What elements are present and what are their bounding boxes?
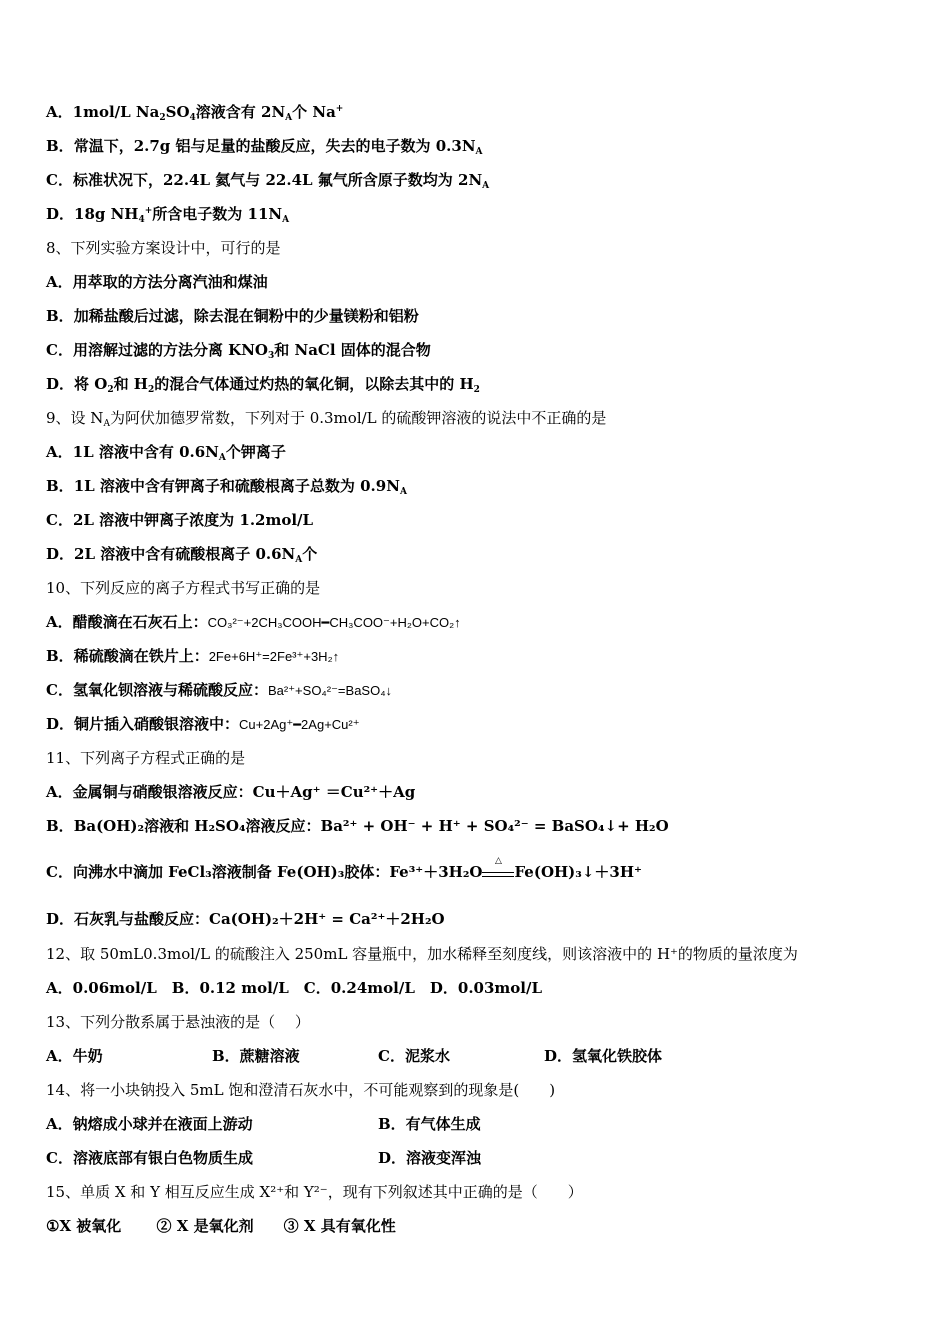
sub: 2: [473, 385, 480, 395]
text: Fe(OH)₃↓＋3H⁺: [514, 863, 642, 881]
text: 所含电子数为 11N: [152, 205, 283, 223]
q13-options: [46, 1046, 662, 1066]
sub: A: [218, 453, 226, 463]
text: 用萃取的方法分离汽油和煤油: [72, 273, 268, 291]
q15-stem: 15、单质 X 和 Y 相互反应生成 X²⁺和 Y²⁻，现有下列叙述其中正确的是（ ）: [46, 1183, 583, 1201]
q12-stem: 12、取 50mL0.3mol/L 的硫酸注入 250mL 容量瓶中，加水稀释至刻度线，则该溶液中的 H⁺的物质的量浓度为: [46, 945, 798, 963]
text: Ba(OH)₂溶液和 H₂SO₄溶液反应：Ba²⁺ + OH⁻ + H⁺ + SO₄²⁻ = BaSO₄↓+ H₂O: [73, 817, 669, 835]
sub: 2: [107, 385, 114, 395]
option: A．钠熔成小球并在液面上游动: [46, 1115, 253, 1133]
q9-stem: [46, 408, 606, 428]
option-label: D．: [46, 545, 75, 563]
option-label: C．: [46, 681, 73, 699]
equation: 2Fe+6H⁺=2Fe³⁺+3H₂↑: [208, 649, 340, 664]
sub: A: [103, 419, 110, 429]
text: 的混合气体通过灼热的氧化铜，以除去其中的 H: [154, 375, 474, 393]
text: 个 Na: [292, 103, 336, 121]
option-label: C．: [46, 171, 73, 189]
text: 氢氧化钡溶液与稀硫酸反应：: [72, 681, 268, 699]
text: 为阿伏加德罗常数，下列对于 0.3mol/L 的硫酸钾溶液的说法中不正确的是: [109, 409, 607, 427]
text: 向沸水中滴加 FeCl₃溶液制备 Fe(OH)₃胶体：Fe³⁺＋3H₂O: [72, 863, 483, 881]
text: 用溶解过滤的方法分离 KNO: [72, 341, 268, 359]
sub: A: [475, 147, 483, 157]
q11-option-d: [46, 909, 445, 929]
q11-option-a: [46, 782, 415, 802]
q8-option-b: [46, 306, 419, 326]
q9-option-d: [46, 544, 317, 564]
q11-stem: 11、下列离子方程式正确的是: [46, 749, 246, 767]
option-label: B．: [46, 307, 74, 325]
q14-options-row1: [46, 1114, 481, 1134]
sub: A: [399, 487, 407, 497]
text: 1mol/L Na: [72, 103, 160, 121]
sub: 4: [189, 113, 196, 123]
text: SO: [165, 103, 190, 121]
q15-items: ①X 被氧化 ② X 是氧化剂 ③ X 具有氧化性: [46, 1217, 396, 1235]
q8-option-d: [46, 374, 480, 394]
option-label: D．: [46, 205, 75, 223]
q12-options: A．0.06mol/L B．0.12 mol/L C．0.24mol/L D．0.03mol/L: [46, 979, 543, 997]
option: B．蔗糖溶液: [212, 1047, 300, 1065]
text: 9、设 N: [46, 409, 104, 427]
q10-stem: 10、下列反应的离子方程式书写正确的是: [46, 579, 321, 597]
q7-option-c: [46, 170, 489, 190]
text: 常温下，2.7g 铝与足量的盐酸反应，失去的电子数为 0.3N: [73, 137, 476, 155]
option-label: C．: [46, 511, 73, 529]
option: B．有气体生成: [378, 1115, 481, 1133]
option-label: C．: [46, 341, 73, 359]
equation: Ba²⁺+SO₄²⁻=BaSO₄↓: [267, 683, 393, 698]
q10-option-b: [46, 646, 339, 667]
option-label: D．: [46, 375, 75, 393]
sub: 4: [138, 215, 145, 225]
option-label: C．: [46, 863, 73, 881]
text: 18g NH: [74, 205, 139, 223]
q10-option-d: [46, 714, 360, 735]
text: 铜片插入硝酸银溶液中：: [74, 715, 240, 733]
sub: A: [482, 181, 490, 191]
text: 1L 溶液中含有钾离子和硫酸根离子总数为 0.9N: [73, 477, 400, 495]
text: 和 NaCl 固体的混合物: [274, 341, 431, 359]
option-label: A．: [46, 443, 73, 461]
q7-option-d: [46, 204, 289, 224]
option-label: D．: [46, 715, 75, 733]
option-label: A．: [46, 103, 73, 121]
text: 个: [302, 545, 318, 563]
q13-stem: 13、下列分散系属于悬浊液的是（ ）: [46, 1013, 310, 1031]
sub: A: [295, 555, 303, 565]
q8-stem: 8、下列实验方案设计中，可行的是: [46, 239, 281, 257]
delta-icon: △: [495, 856, 502, 866]
q8-option-a: [46, 272, 268, 292]
option-label: A．: [46, 613, 73, 631]
option: C．泥浆水: [378, 1047, 450, 1065]
double-line: [482, 872, 514, 877]
option: D．氢氧化铁胶体: [544, 1047, 663, 1065]
option-label: B．: [46, 137, 74, 155]
q10-option-a: [46, 612, 461, 633]
option-label: A．: [46, 273, 73, 291]
option-label: D．: [46, 910, 75, 928]
option-label: B．: [46, 477, 74, 495]
q8-option-c: [46, 340, 431, 360]
option-label: B．: [46, 817, 74, 835]
text: 醋酸滴在石灰石上：: [72, 613, 208, 631]
sub: A: [285, 113, 293, 123]
sub: 2: [159, 113, 166, 123]
text: 1L 溶液中含有 0.6N: [72, 443, 219, 461]
option: C．溶液底部有银白色物质生成: [46, 1149, 253, 1167]
equation: CO₃²⁻+2CH₃COOH━CH₃COO⁻+H₂O+CO₂↑: [207, 615, 461, 630]
q11-option-c: [46, 856, 642, 882]
q14-options-row2: [46, 1148, 481, 1168]
text: 将 O: [74, 375, 108, 393]
heating-equals-sign: [482, 856, 514, 877]
text: 石灰乳与盐酸反应：Ca(OH)₂＋2H⁺ = Ca²⁺＋2H₂O: [74, 910, 445, 928]
q9-option-a: [46, 442, 286, 462]
text: 2L 溶液中钾离子浓度为 1.2mol/L: [72, 511, 314, 529]
text: 溶液含有 2N: [195, 103, 286, 121]
text: 加稀盐酸后过滤，除去混在铜粉中的少量镁粉和铝粉: [73, 307, 419, 325]
q7-option-b: [46, 136, 483, 156]
option-label: A．: [46, 783, 73, 801]
q11-option-b: [46, 816, 669, 836]
option: D．溶液变浑浊: [378, 1149, 482, 1167]
sup: +: [335, 104, 344, 114]
sup: +: [144, 206, 153, 216]
sub: A: [282, 215, 290, 225]
text: 稀硫酸滴在铁片上：: [73, 647, 209, 665]
text: 个钾离子: [225, 443, 286, 461]
q10-option-c: [46, 680, 392, 701]
q9-option-c: [46, 510, 313, 530]
q9-option-b: [46, 476, 407, 496]
text: 和 H: [113, 375, 148, 393]
text: 标准状况下，22.4L 氦气与 22.4L 氟气所含原子数均为 2N: [72, 171, 483, 189]
q14-stem: 14、将一小块钠投入 5mL 饱和澄清石灰水中，不可能观察到的现象是( ): [46, 1081, 556, 1099]
sub: 3: [268, 351, 275, 361]
option: A．牛奶: [46, 1047, 103, 1065]
text: 2L 溶液中含有硫酸根离子 0.6N: [74, 545, 296, 563]
equation: Cu+2Ag⁺━2Ag+Cu²⁺: [239, 717, 360, 732]
text: 金属铜与硝酸银溶液反应：Cu＋Ag⁺ ＝Cu²⁺＋Ag: [72, 783, 416, 801]
q7-option-a: [46, 102, 343, 122]
sub: 2: [147, 385, 155, 395]
option-label: B．: [46, 647, 74, 665]
